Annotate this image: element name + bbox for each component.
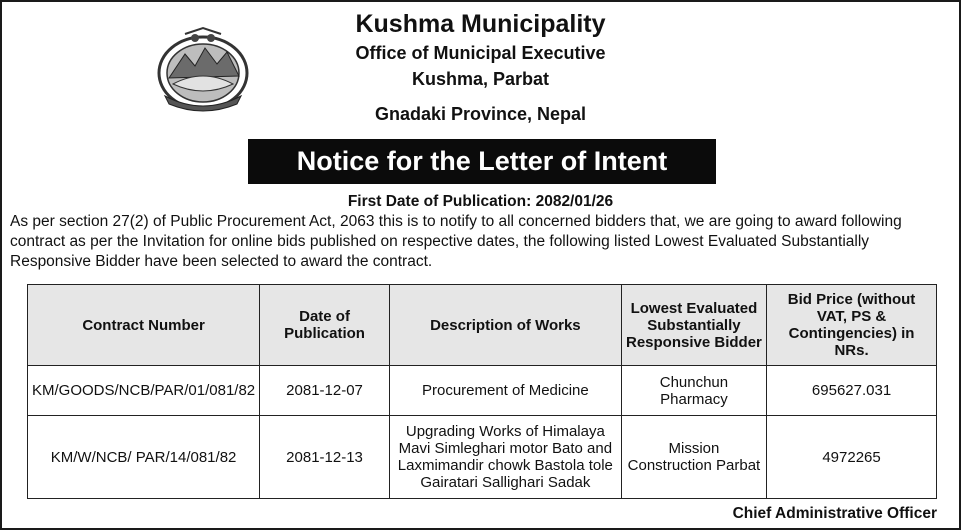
date-cell: 2081-12-13 [260,416,390,499]
header-bid-price: Bid Price (without VAT, PS & Contingencies) in NRs. [767,285,937,366]
notice-title: Notice for the Letter of Intent [248,139,716,184]
office-location: Kushma, Parbat [411,69,550,89]
bidder-cell: Chunchun Pharmacy [621,366,766,416]
header-contract-number: Contract Number [28,285,260,366]
publication-date: First Date of Publication: 2082/01/26 [347,193,614,210]
contract-number-cell: KM/GOODS/NCB/PAR/01/081/82 [28,366,260,416]
header-description: Description of Works [389,285,621,366]
description-cell: Procurement of Medicine [389,366,621,416]
municipality-name: Kushma Municipality [355,10,606,38]
office-name: Office of Municipal Executive [355,43,606,63]
contract-number-cell: KM/W/NCB/ PAR/14/081/82 [28,416,260,499]
contract-table [27,284,937,499]
letterhead [2,8,959,127]
table-row [28,416,937,499]
table-header-row [28,285,937,366]
price-cell: 4972265 [767,416,937,499]
table-row [28,366,937,416]
header-bidder: Lowest Evaluated Substantially Responsive Bidder [621,285,766,366]
bidder-cell: Mission Construction Parbat [621,416,766,499]
header-date-of-publication: Date of Publication [260,285,390,366]
province-name: Gnadaki Province, Nepal [374,104,587,124]
price-cell: 695627.031 [767,366,937,416]
date-cell: 2081-12-07 [260,366,390,416]
notice-body: As per section 27(2) of Public Procurement Act, 2063 this is to notify to all concerned bidders that, we are going to award following contract as per the Invitation for online bids published on respective dates, the following listed Lowest Evaluated Substantially Responsive Bidder have been selected to award the contract. [10,213,902,270]
signature-title: Chief Administrative Officer [732,505,937,522]
description-cell: Upgrading Works of Himalaya Mavi Simleghari motor Bato and Laxmimandir chowk Bastola tole Gairatari Sallighari Sadak [389,416,621,499]
